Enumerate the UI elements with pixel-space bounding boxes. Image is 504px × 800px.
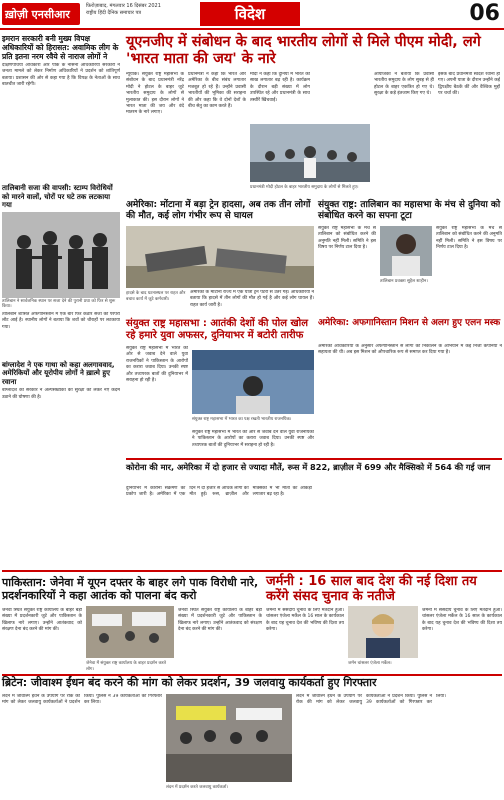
pakistan-headline: पाकिस्तान: जेनेवा में यूएन दफ्तर के बाहर लगे पाक विरोधी नारे, प्रदर्शनकारियों ने कहा आतंक को पालना बंद करो [2,576,259,602]
page-header [0,0,504,30]
main-body-col3: मोदी ने कहा कि दुनिया में भारत की साख लगातार बढ़ रही है। कार्यक्रम के दौरान बड़ी संख्या में लोग उपस्थित रहे और प्रधानमंत्री के साथ तस्वीरें खिंचवाईं। [250,72,310,103]
spokesperson-photo [380,226,432,276]
left-body2: तालिबान शासित अफगानिस्तान में एक बार फिर कठोर सजा की परंपरा लौट आई है। स्थानीय लोगों ने बताया कि शवों को चौराहों पर लटकाया गया। [2,311,120,330]
pakistan-body-cont: जेनेवा स्थित संयुक्त राष्ट्र कार्यालय के बाहर बड़ी संख्या में प्रदर्शनकारी जुटे और पाकिस्तान के खिलाफ नारे लगाए। उन्होंने आतंकवाद को संरक्षण देना बंद करने की मांग की। [178,608,262,633]
main-photo-caption: प्रधानमंत्री मोदी होटल के बाहर भारतीय समुदाय के लोगों से मिलते हुए। [250,185,359,190]
pakistan-photo-caption: जेनेवा में संयुक्त राष्ट्र कार्यालय के बाहर प्रदर्शन करते लोग। [86,661,166,672]
britain-headline: ब्रिटेन: जीवाश्म ईंधन बंद करने की मांग को लेकर प्रदर्शन, 39 जलवायु कार्यकर्ता हुए गिरफ्तार [2,676,377,689]
train-accident-photo [126,226,314,288]
america-body: अमेरिका के मोंटाना राज्य में एक यात्री ट्रेन पटरी से उतर गई। अधिकारियों ने बताया कि हादसे में तीन लोगों की मौत हो गई है और कई लोग घायल हैं। राहत कार्य जारी है। [190,290,314,308]
un-headline: संयुक्त राष्ट्र महासभा : आतंकी देशों की पोल खोल रहे हमारे युवा अफसर, दुनियाभर में बटोरी तारीफ [126,318,309,341]
left-body: दक्षिणपंथियों अधिकारी और पीके के नौसेना अधिकारियों सरकारी ने जनता मामले को लेकर निर्माण अधिकारियों ने प्रदर्शन को शांतिपूर्ण बताया। प्रशासन की ओर से कहा गया है कि विपक्ष के नेताओं के साथ बातचीत जारी रहेगी। [2,63,120,88]
main-body-col2: प्रधानमंत्री ने कहा कि भारत और अमेरिका के बीच संबंध लगातार मजबूत हो रहे हैं। उन्होंने प्रवासी भारतीयों की भूमिका की सराहना की और कहा कि वे दोनों देशों के बीच सेतु का काम करते हैं। [188,72,246,110]
main-body-col4: आयोजकों ने बताया कि प्रवासी भारतीय समुदाय के लोग सुबह से ही होटल के बाहर एकत्रित हो गए थे। सुरक्षा के कड़े इंतजाम किए गए थे। [374,72,434,97]
britain-body: लंदन में जीवाश्म ईंधन के उपयोग पर रोक की मांग को लेकर जलवायु कार्यकर्ताओं ने प्रदर्शन किया। पुलिस ने 39 कार्यकर्ताओं को गिरफ्तार कर लिया। [2,694,162,706]
masthead-logo: ख़ोज़ी एनसीआर [2,3,80,25]
corona-body: दुनियाभर में कोरोना संक्रमण का प्रकोप जारी है। अमेरिका में एक दिन में दो हजार से अधिक लोगों की मौत हुई। रूस, ब्राज़ील और मैक्सिको में भी मौतों का आंकड़ा लगातार बढ़ रहा है। [126,486,312,498]
britain-body-cont: लंदन में जीवाश्म ईंधन के उपयोग पर रोक की मांग को लेकर जलवायु कार्यकर्ताओं ने प्रदर्शन किया। पुलिस ने 39 कार्यकर्ताओं को गिरफ्तार कर लिया। [296,694,446,706]
london-protest-photo [166,694,292,782]
america-photo-caption: हादसे के बाद घटनास्थल पर राहत और बचाव कार्य में जुटे कर्मचारी। [126,291,186,302]
divider-line-2 [2,570,502,572]
un-photo [192,350,314,414]
left-headline: इमरान सरकारी बनी मुख्य विपक्ष अधिकारियों को हिरासत: अवामिक लीग के प्रति इतना नरम रवैये से नाराज लोगों ने [2,34,119,61]
taliban-photo-frame [380,226,432,276]
section-title: विदेश [200,2,300,26]
left-subheadline: तालिबानी सजा की वापसी: स्टाम्प विरोधियों को मारने वालों, चोरों पर घटे तक लटकाया गया [2,184,113,209]
un-photo-caption: संयुक्त राष्ट्र महासभा में भारत का पक्ष रखती भारतीय राजनयिक। [192,417,292,422]
germany-body: जर्मनी में संसदीय चुनाव के लिए मतदान हुआ। चांसलर एंजेला मर्केल के 16 साल के कार्यकाल के बाद यह चुनाव देश की भविष्य की दिशा तय करेगा। [266,608,344,633]
left-column [2,34,120,514]
main-body-col1: न्यूयॉर्क। संयुक्त राष्ट्र महासभा के संबोधन के बाद प्रधानमंत्री नरेंद्र मोदी ने होटल के बाहर जुटे भारतीय समुदाय के लोगों से मुलाकात की। इस दौरान लोगों ने भारत माता की जय और वंदे मातरम के नारे लगाए। [126,72,184,116]
germany-headline: जर्मनी : 16 साल बाद देश की नई दिशा तय करेंगे संसद चुनाव के नतीजे [266,574,477,604]
britain-photo-caption: लंदन में प्रदर्शन करते जलवायु कार्यकर्ता। [166,785,229,790]
taliban-body-cont: संयुक्त राष्ट्र महासभा के मंच से तालिबान को संबोधित करने की अनुमति नहीं मिली। समिति ने इस विषय पर निर्णय टाल दिया है। [436,226,502,251]
pakistan-photo [86,606,174,658]
paper-tagline: राष्ट्रीय हिंदी दैनिक समाचार पत्र [86,10,142,16]
un-body-cont: संयुक्त राष्ट्र महासभा में भारत की ओर से जवाब देने वाले युवा राजनयिकों ने पाकिस्तान के आरोपों का करारा जवाब दिया। उनकी स्पष्ट और तथ्यपरक बातों की दुनियाभर में सराहना हो रही है। [192,430,314,448]
masthead-meta [86,3,196,17]
afghan-body: अमेरिकी अधिकारियों के अनुसार अफगानिस्तान से लोगों को निकालने के अभियान में कई निजी कंपनियों ने सहायता की थी। अब इस मिशन को औपचारिक रूप से समाप्त कर दिया गया है। [318,344,502,356]
un-body: संयुक्त राष्ट्र महासभा में भारत की ओर से जवाब देने वाले युवा राजनयिकों ने पाकिस्तान के आरोपों का करारा जवाब दिया। उनकी स्पष्ट और तथ्यपरक बातों की दुनियाभर में सराहना हो रही है। [126,346,188,384]
taliban-photo [2,212,120,298]
taliban-headline: संयुक्त राष्ट्र: तालिबान का महासभा के मंच से दुनिया को संबोधित करने का सपना टूटा [318,200,501,221]
pakistan-body: जेनेवा स्थित संयुक्त राष्ट्र कार्यालय के बाहर बड़ी संख्या में प्रदर्शनकारी जुटे और पाकिस्तान के खिलाफ नारे लगाए। उन्होंने आतंकवाद को संरक्षण देना बंद करने की मांग की। [2,608,82,633]
merkel-photo [348,606,418,658]
main-photo [250,124,370,182]
left-photo-caption: तालिबान ने सार्वजनिक स्थान पर सजा देने की पुरानी प्रथा को फिर से शुरू किया। [2,298,116,310]
america-headline: अमेरिका: मोंटाना में बड़ा ट्रेन हादसा, अब तक तीन लोगों की मौत, कई लोग गंभीर रूप से घायल [126,200,311,221]
left-photo [2,212,120,298]
geneva-protest-photo [86,606,174,658]
germany-photo-caption: जर्मन चांसलर एंजेला मर्केल। [348,661,392,666]
divider-line [126,458,502,460]
un-assembly-photo [192,350,314,414]
main-body-col5: इसके बाद प्रधानमंत्री स्वदेश रवाना हो गए। अपनी यात्रा के दौरान उन्होंने कई द्विपक्षीय बैठकें कीं और वैश्विक मुद्दों पर चर्चा की। [438,72,500,97]
main-headline: यूएनजीए में संबोधन के बाद भारतीय लोगों से मिले पीएम मोदी, लगे 'भारत माता की जय' के नारे [126,34,481,67]
left-body3: बांग्लादेश की सरकार ने अल्पसंख्यकों की सुरक्षा को लेकर नए कदम उठाने की घोषणा की है। [2,388,120,400]
germany-photo [348,606,418,658]
page-number: 06 [469,1,500,26]
afghan-headline: अमेरिका: अफगानिस्तान मिशन से अलग हुए एलन मस्क [318,318,501,328]
britain-photo [166,694,292,782]
corona-headline: कोरोना की मार, अमेरिका में दो हजार से ज्यादा मौतें, रूस में 822, ब्राज़ील में 699 और मैक्सिको में 564 की गई जान [126,462,491,472]
modi-crowd-photo [250,124,370,182]
taliban-body: संयुक्त राष्ट्र महासभा के मंच से तालिबान को संबोधित करने की अनुमति नहीं मिली। समिति ने इस विषय पर निर्णय टाल दिया है। [318,226,376,251]
issue-date: फ़िरोज़ाबाद, मंगलवार 16 दिसंबर 2021 [86,3,161,9]
america-photo [126,226,314,288]
left-subheadline2: बांग्लादेश ने एक गाथा को कहा अलगाववाद, अमेरिकियों और यूरोपीय लोगों ने ख़ात्मे हुए रवाना [2,360,115,386]
germany-body-cont: जर्मनी में संसदीय चुनाव के लिए मतदान हुआ। चांसलर एंजेला मर्केल के 16 साल के कार्यकाल के बाद यह चुनाव देश की भविष्य की दिशा तय करेगा। [422,608,502,633]
taliban-photo-caption: तालिबान प्रवक्ता सुहैल शाहीन। [380,279,428,284]
